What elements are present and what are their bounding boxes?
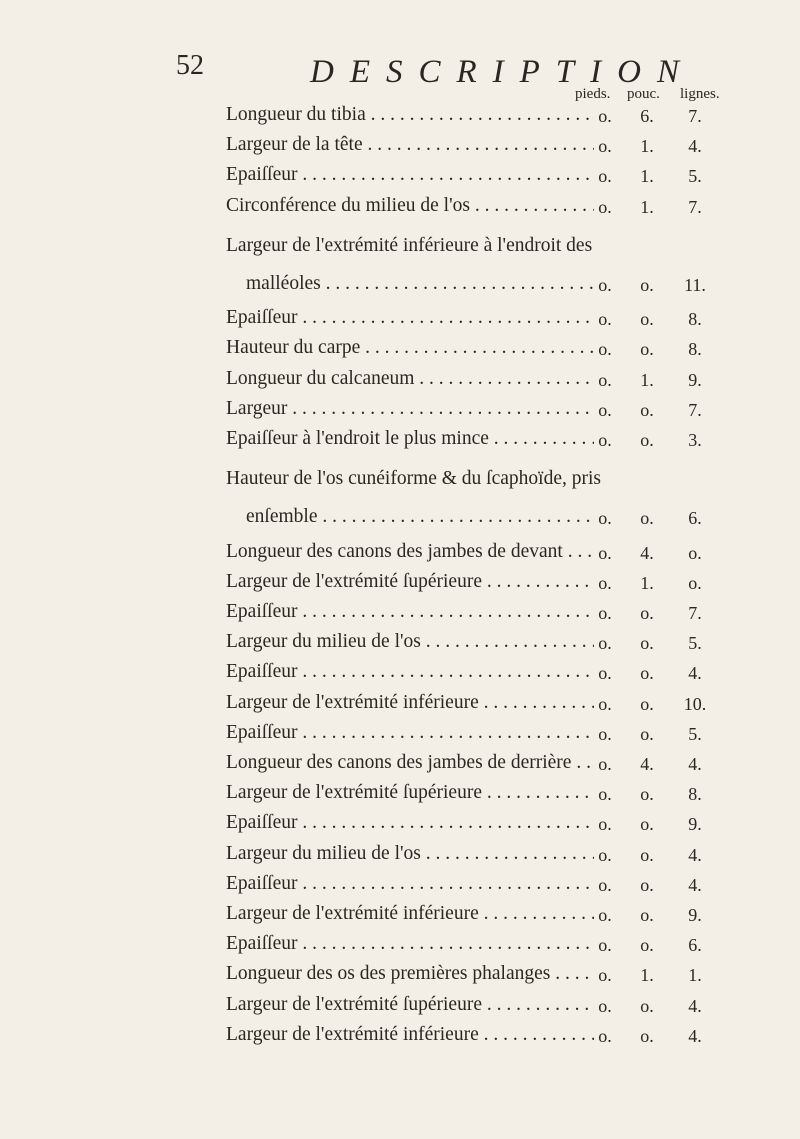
value-lignes: 8. [688,309,702,330]
value-lignes: 3. [688,430,702,450]
value-pouces: o. [640,339,654,360]
value-lignes: 9. [688,814,702,835]
value-pieds: o. [598,754,612,774]
value-lignes: 5. [688,166,702,187]
value-lignes: 4. [688,995,702,1016]
value-pouces: 6. [640,106,654,126]
row-label: Longueur des os des premières phalanges . . . [226,963,594,985]
row-label: Longueur du tibia . . . [226,104,594,126]
row-label: Largeur de l'extrémité inférieure . . . [226,1024,594,1046]
value-pouces: o. [640,633,654,654]
value-lignes: 5. [688,723,702,744]
row-label: Epaiſſeur . . . [226,601,594,623]
value-pouces: o. [640,844,654,865]
value-pouces: o. [640,663,654,684]
value-pieds: o. [598,905,612,925]
row-label: Hauteur de l'os cunéiforme & du ſcaphoïde, pris [226,468,601,490]
value-pieds: o. [598,542,612,563]
value-pouces: 1. [640,369,654,390]
row-label: Epaiſſeur . . . [226,933,594,955]
value-lignes: 4. [688,663,702,684]
row-label: Largeur de l'extrémité inférieure . . . [226,692,594,714]
row-label: Epaiſſeur . . . [226,722,594,744]
value-pouces: o. [640,399,654,420]
value-pieds: o. [598,309,612,330]
value-lignes: o. [688,572,702,593]
value-pouces: o. [640,874,654,895]
value-pieds: o. [598,965,612,986]
value-lignes: 8. [688,339,702,360]
row-label: Epaiſſeur . . . [226,307,594,329]
value-pouces: o. [640,814,654,835]
row-label-continuation: malléoles . . . [246,273,594,295]
row-label: Largeur du milieu de l'os . . . [226,843,594,865]
value-lignes: 6. [688,508,702,529]
value-pieds: o. [598,430,612,450]
unit-pouces: pouc. [627,86,660,102]
row-label: Largeur . . . [226,398,594,420]
value-pouces: 1. [640,166,654,187]
value-pouces: o. [640,723,654,744]
row-label: Largeur du milieu de l'os . . . [226,631,594,653]
row-label: Epaiſſeur . . . [226,661,594,683]
value-pouces: o. [640,275,654,295]
value-lignes: 7. [688,603,702,623]
row-label: Largeur de l'extrémité ſupérieure . . . [226,571,594,593]
value-lignes: 7. [688,196,702,217]
value-pieds: o. [598,723,612,744]
value-lignes: o. [688,542,702,563]
value-pieds: o. [598,603,612,623]
row-label: Epaiſſeur . . . [226,873,594,895]
row-label: Epaiſſeur à l'endroit le plus mince . . . [226,428,594,450]
page-title: DESCRIPTION [310,54,695,90]
value-pouces: o. [640,430,654,450]
value-lignes: 4. [688,874,702,895]
unit-pieds: pieds. [575,86,611,102]
page-number: 52 [176,50,204,81]
row-label: Longueur du calcaneum . . . [226,368,594,390]
value-pouces: 4. [640,754,654,774]
value-pieds: o. [598,935,612,956]
value-pieds: o. [598,106,612,126]
row-label: Largeur de l'extrémité ſupérieure . . . [226,782,594,804]
value-pouces: o. [640,693,654,714]
value-pieds: o. [598,874,612,895]
row-label-continuation: enſemble . . . [246,506,594,528]
value-pouces: o. [640,1025,654,1046]
value-pieds: o. [598,844,612,865]
value-lignes: 4. [688,844,702,865]
value-lignes: 11. [684,275,706,295]
value-lignes: 9. [688,905,702,925]
value-pouces: 1. [640,136,654,157]
value-pieds: o. [598,339,612,360]
row-label: Circonférence du milieu de l'os . . . [226,195,594,217]
value-pieds: o. [598,663,612,684]
value-pieds: o. [598,275,612,295]
value-pouces: o. [640,603,654,623]
value-lignes: 10. [683,693,707,714]
row-label: Largeur de l'extrémité ſupérieure . . . [226,994,594,1016]
value-pouces: o. [640,905,654,925]
value-pieds: o. [598,995,612,1016]
value-pouces: o. [640,309,654,330]
value-lignes: 5. [688,633,702,654]
value-pouces: 1. [640,572,654,593]
value-pieds: o. [598,784,612,805]
value-pieds: o. [598,136,612,157]
value-pieds: o. [598,1025,612,1046]
value-pieds: o. [598,369,612,390]
row-label: Largeur de l'extrémité inférieure . . . [226,903,594,925]
value-lignes: 7. [688,106,702,126]
value-pieds: o. [598,633,612,654]
value-pieds: o. [598,399,612,420]
value-pieds: o. [598,693,612,714]
row-label: Largeur de l'extrémité inférieure à l'endroit des [226,234,593,256]
row-label: Epaiſſeur . . . [226,164,594,186]
value-pouces: o. [640,508,654,529]
value-lignes: 7. [688,399,702,420]
value-lignes: 4. [688,754,702,774]
value-pieds: o. [598,508,612,529]
value-lignes: 9. [688,369,702,390]
value-pouces: o. [640,784,654,805]
value-pieds: o. [598,196,612,217]
value-pieds: o. [598,166,612,187]
row-label: Hauteur du carpe . . . [226,337,594,359]
value-pouces: 1. [640,196,654,217]
value-pouces: o. [640,935,654,956]
value-lignes: 4. [688,136,702,157]
value-lignes: 1. [688,965,702,986]
row-label: Largeur de la tête . . . [226,134,594,156]
value-lignes: 8. [688,784,702,805]
value-lignes: 4. [688,1025,702,1046]
row-label: Longueur des canons des jambes de derrière . . . [226,752,594,774]
value-pieds: o. [598,814,612,835]
row-label: Longueur des canons des jambes de devant . . . [226,541,594,563]
row-label: Epaiſſeur . . . [226,812,594,834]
unit-lignes: lignes. [680,86,720,102]
value-pouces: 1. [640,965,654,986]
value-pouces: 4. [640,542,654,563]
value-lignes: 6. [688,935,702,956]
value-pieds: o. [598,572,612,593]
value-pouces: o. [640,995,654,1016]
